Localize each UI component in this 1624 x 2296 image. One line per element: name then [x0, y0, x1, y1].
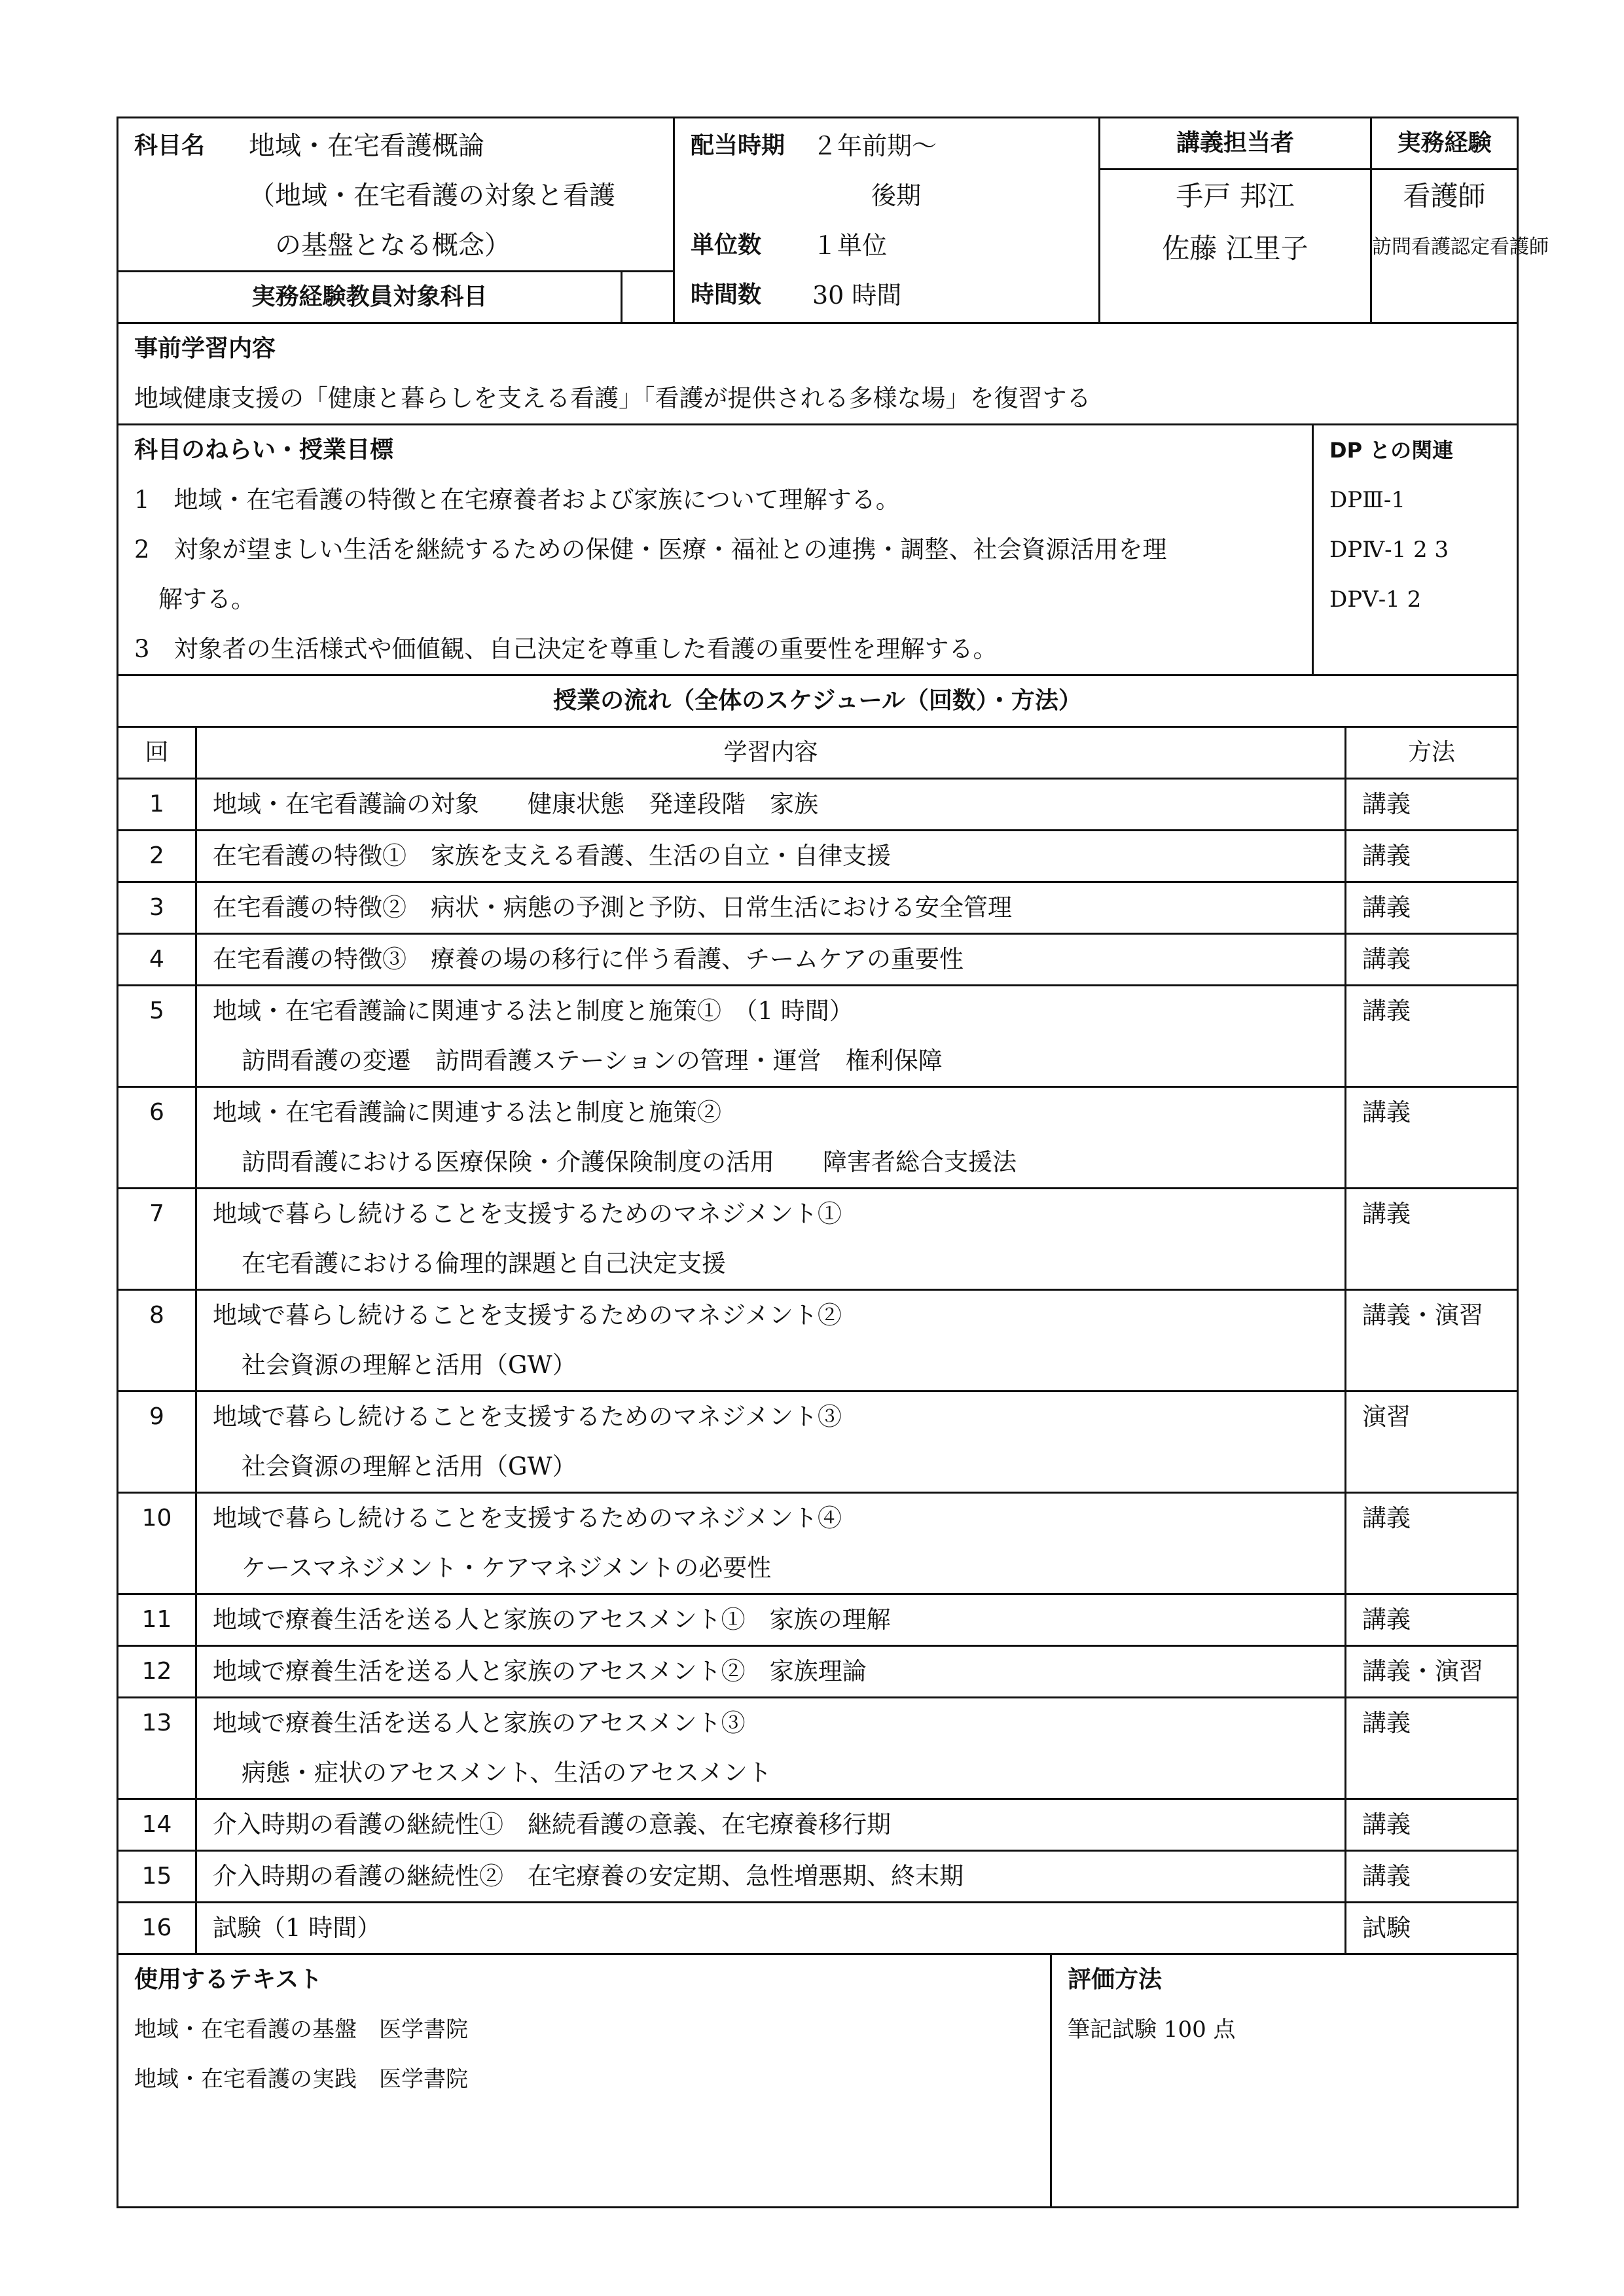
schedule-row [118, 1903, 1518, 1954]
experience-line-2: 訪問看護認定看護師 [1372, 236, 1549, 259]
session-topic: 地域で療養生活を送る人と家族のアセスメント① 家族の理解 [213, 1605, 891, 1634]
session-topic: 地域で暮らし続けることを支援するためのマネジメント③ [213, 1403, 842, 1431]
session-content [196, 1493, 1346, 1594]
session-topic: 在宅看護の特徴① 家族を支える看護、生活の自立・自律支援 [213, 842, 891, 870]
session-subtopic: 訪問看護の変遷 訪問看護ステーションの管理・運営 権利保障 [242, 1047, 943, 1075]
session-topic: 地域・在宅看護論に関連する法と制度と施策② [213, 1098, 721, 1126]
subject-line-3: の基盤となる概念） [275, 230, 511, 260]
session-method: 講義 [1346, 1594, 1518, 1646]
session-content [196, 1698, 1346, 1799]
prep-cell [118, 324, 1518, 425]
session-method: 講義・演習 [1346, 1290, 1518, 1391]
session-topic: 地域・在宅看護論の対象 健康状態 発達段階 家族 [213, 790, 818, 818]
session-content [196, 1799, 1346, 1851]
session-number: 12 [118, 1646, 196, 1698]
session-number: 9 [118, 1391, 196, 1493]
subject-name [249, 121, 615, 270]
session-topic: 地域で療養生活を送る人と家族のアセスメント③ [213, 1709, 746, 1737]
term-line-1: ２年前期～ [812, 132, 937, 160]
schedule-row [118, 779, 1518, 831]
dp-label: DP との関連 [1329, 438, 1454, 463]
session-number: 3 [118, 882, 196, 934]
session-number: 13 [118, 1698, 196, 1799]
session-number: 10 [118, 1493, 196, 1594]
session-topic: 在宅看護の特徴② 病状・病態の予測と予防、日常生活における安全管理 [213, 893, 1012, 922]
session-content [196, 1290, 1346, 1391]
instructor-cell [1100, 118, 1371, 323]
schedule-row [118, 1290, 1518, 1391]
col-header-content: 学習内容 [196, 727, 1346, 779]
session-topic: 介入時期の看護の継続性② 在宅療養の安定期、急性増悪期、終末期 [213, 1862, 964, 1890]
schedule-row [118, 934, 1518, 986]
textbook-item-1: 地域・在宅看護の基盤 医学書院 [134, 2017, 468, 2043]
session-number: 2 [118, 831, 196, 882]
session-method: 講義・演習 [1346, 1646, 1518, 1698]
session-subtopic: 病態・症状のアセスメント、生活のアセスメント [242, 1759, 772, 1787]
session-method: 演習 [1346, 1391, 1518, 1493]
prep-aims-table [117, 324, 1519, 676]
subject-cell [118, 118, 674, 272]
aim-line-4: 3 対象者の生活様式や価値観、自己決定を尊重した看護の重要性を理解する。 [134, 635, 998, 663]
session-method: 講義 [1346, 1698, 1518, 1799]
session-subtopic: 社会資源の理解と活用（GW） [242, 1452, 577, 1480]
session-method: 講義 [1346, 934, 1518, 986]
aims-label: 科目のねらい・授業目標 [134, 437, 394, 463]
prep-text: 地域健康支援の「健康と暮らしを支える看護」「看護が提供される多様な場」を復習する [134, 384, 1091, 412]
schedule-row [118, 882, 1518, 934]
session-number: 4 [118, 934, 196, 986]
session-method: 講義 [1346, 882, 1518, 934]
session-number: 14 [118, 1799, 196, 1851]
subject-line-1: 地域・在宅看護概論 [249, 131, 484, 161]
schedule-row [118, 1851, 1518, 1903]
term-cell [674, 118, 1100, 323]
col-header-no: 回 [118, 727, 196, 779]
dp-line-2: DPⅣ-1 2 3 [1329, 537, 1449, 563]
session-content [196, 1087, 1346, 1189]
session-number: 5 [118, 986, 196, 1087]
syllabus-sheet [117, 117, 1549, 2208]
subject-label: 科目名 [134, 132, 206, 159]
session-topic: 地域で療養生活を送る人と家族のアセスメント② 家族理論 [213, 1657, 867, 1685]
schedule-row [118, 1698, 1518, 1799]
session-subtopic: 社会資源の理解と活用（GW） [242, 1351, 577, 1379]
textbook-item-2: 地域・在宅看護の実践 医学書院 [134, 2066, 468, 2092]
session-number: 15 [118, 1851, 196, 1903]
header-table [117, 117, 1549, 324]
schedule-row [118, 1087, 1518, 1189]
aim-line-1: 1 地域・在宅看護の特徴と在宅療養者および家族について理解する。 [134, 486, 900, 514]
instructor-2: 佐藤 江里子 [1162, 232, 1308, 264]
session-method: 講義 [1346, 1087, 1518, 1189]
session-topic: 地域で暮らし続けることを支援するためのマネジメント② [213, 1301, 842, 1329]
experience-line-1: 看護師 [1403, 180, 1486, 212]
textbook-cell [118, 1955, 1051, 2208]
session-content [196, 1594, 1346, 1646]
schedule-row [118, 1646, 1518, 1698]
session-number: 11 [118, 1594, 196, 1646]
session-content [196, 1391, 1346, 1493]
dp-line-1: DPⅢ-1 [1329, 487, 1406, 513]
session-content [196, 882, 1346, 934]
evaluation-cell [1051, 1955, 1518, 2208]
session-content [196, 1646, 1346, 1698]
aims-cell [118, 425, 1313, 675]
session-content [196, 779, 1346, 831]
evaluation-text: 筆記試験 100 点 [1068, 2017, 1236, 2043]
credits-label: 単位数 [691, 232, 762, 259]
session-number: 6 [118, 1087, 196, 1189]
session-method: 講義 [1346, 1799, 1518, 1851]
aim-line-2: 2 対象が望ましい生活を継続するための保健・医療・福祉との連携・調整、社会資源活用を理 [134, 535, 1167, 564]
session-number: 1 [118, 779, 196, 831]
session-number: 8 [118, 1290, 196, 1391]
schedule-table [117, 676, 1519, 1955]
session-topic: 地域で暮らし続けることを支援するためのマネジメント④ [213, 1504, 842, 1532]
schedule-body [118, 779, 1518, 1954]
session-method: 講義 [1346, 1493, 1518, 1594]
aim-line-3: 解する。 [134, 585, 255, 613]
experience-cell [1371, 118, 1549, 323]
session-method: 講義 [1346, 779, 1518, 831]
session-content [196, 831, 1346, 882]
schedule-row [118, 986, 1518, 1087]
session-topic: 在宅看護の特徴③ 療養の場の移行に伴う看護、チームケアの重要性 [213, 945, 964, 973]
session-topic: 試験（1 時間） [213, 1914, 382, 1942]
term-line-2: 後期 [871, 181, 922, 210]
schedule-row [118, 1493, 1518, 1594]
session-method: 講義 [1346, 1851, 1518, 1903]
session-number: 16 [118, 1903, 196, 1954]
session-content [196, 1851, 1346, 1903]
prep-label: 事前学習内容 [134, 335, 276, 362]
term-label: 配当時期 [691, 132, 785, 159]
session-content [196, 986, 1346, 1087]
session-method: 講義 [1346, 986, 1518, 1087]
credits-value: １単位 [812, 231, 888, 260]
dp-cell [1313, 425, 1518, 675]
schedule-row [118, 831, 1518, 882]
subject-line-2: （地域・在宅看護の対象と看護 [249, 181, 615, 211]
session-subtopic: 訪問看護における医療保険・介護保険制度の活用 障害者総合支援法 [242, 1148, 1017, 1176]
session-topic: 地域で暮らし続けることを支援するためのマネジメント① [213, 1200, 842, 1228]
session-topic: 介入時期の看護の継続性① 継続看護の意義、在宅療養移行期 [213, 1810, 891, 1839]
session-content [196, 934, 1346, 986]
dp-line-3: DPⅤ-1 2 [1329, 586, 1422, 613]
schedule-row [118, 1799, 1518, 1851]
session-subtopic: 在宅看護における倫理的課題と自己決定支援 [242, 1249, 726, 1278]
practical-subject-label: 実務経験教員対象科目 [118, 272, 622, 323]
instructor-1: 手戸 邦江 [1176, 180, 1295, 212]
bottom-table [117, 1955, 1519, 2208]
evaluation-label: 評価方法 [1068, 1966, 1163, 1993]
session-subtopic: ケースマネジメント・ケアマネジメントの必要性 [242, 1554, 772, 1582]
session-content [196, 1189, 1346, 1290]
hours-value: 30 時間 [812, 281, 902, 310]
hours-label: 時間数 [691, 281, 762, 308]
session-method: 試験 [1346, 1903, 1518, 1954]
session-number: 7 [118, 1189, 196, 1290]
session-content [196, 1903, 1346, 1954]
session-method: 講義 [1346, 831, 1518, 882]
practical-subject-mark [622, 272, 674, 323]
schedule-row [118, 1189, 1518, 1290]
col-header-method: 方法 [1346, 727, 1518, 779]
experience-label: 実務経験 [1372, 118, 1517, 170]
schedule-row [118, 1594, 1518, 1646]
instructor-label: 講義担当者 [1100, 118, 1370, 170]
session-topic: 地域・在宅看護論に関連する法と制度と施策① （1 時間） [213, 997, 854, 1025]
session-method: 講義 [1346, 1189, 1518, 1290]
schedule-title: 授業の流れ（全体のスケジュール（回数）・方法） [118, 676, 1518, 727]
schedule-row [118, 1391, 1518, 1493]
textbook-label: 使用するテキスト [134, 1966, 323, 1993]
